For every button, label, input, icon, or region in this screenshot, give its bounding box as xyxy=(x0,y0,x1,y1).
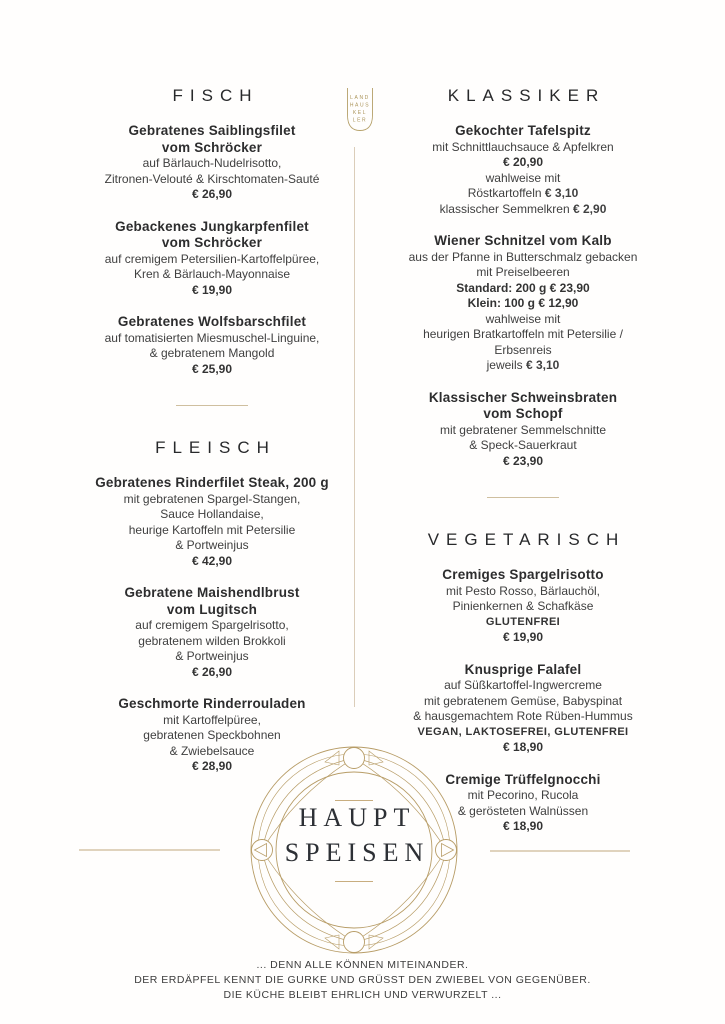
dish-desc-line: mit Pecorino, Rucola xyxy=(467,788,579,802)
footer-line: DIE KÜCHE BLEIBT EHRLICH UND VERWURZELT ... xyxy=(223,989,502,1001)
dish-price: € 19,90 xyxy=(502,630,544,644)
dish-price: € 23,90 xyxy=(502,453,544,468)
emblem-rule-bottom xyxy=(335,881,373,882)
dish-name-line: vom Schröcker xyxy=(161,139,263,155)
menu-item xyxy=(373,567,673,646)
emblem-word-speisen: SPEISEN xyxy=(284,838,430,867)
dish-name-line: Geschmorte Rinderrouladen xyxy=(118,696,306,711)
menu-item xyxy=(373,390,673,470)
dish-desc-line: Erbsenreis xyxy=(494,342,552,357)
dish-desc-line: mit gebratener Semmelschnitte xyxy=(439,422,607,437)
dish-price: € 42,90 xyxy=(191,553,233,568)
dietary-tag: VEGAN, LAKTOSEFREI, GLUTENFREI xyxy=(417,725,629,738)
dish-desc-line: auf Bärlauch-Nudelrisotto, xyxy=(142,156,282,170)
dish-price: € 26,90 xyxy=(191,664,233,679)
logo-text-line: LAND xyxy=(350,95,370,101)
dish-name-line: Gekochter Tafelspitz xyxy=(455,123,591,138)
dish-price: € 28,90 xyxy=(191,759,233,773)
dietary-tag: GLUTENFREI xyxy=(485,615,561,628)
menu-item xyxy=(373,233,673,374)
dish-price: € 20,90 xyxy=(502,155,544,169)
dish-price: € 25,90 xyxy=(191,361,233,376)
dish-option-line: klassischer Semmelkren € 2,90 xyxy=(439,201,607,216)
dish-desc-line: auf Süßkartoffel-Ingwercreme xyxy=(444,678,602,692)
section-title-vegetarisch: VEGETARISCH xyxy=(427,530,626,549)
option-price: € 3,10 xyxy=(544,186,579,200)
section-title-fleisch: FLEISCH xyxy=(155,438,276,457)
dish-desc-line: & hausgemachtem Rote Rüben-Hummus xyxy=(413,709,633,723)
dish-desc-line: & Zwiebelsauce xyxy=(169,743,255,758)
option-price: € 3,10 xyxy=(525,358,560,372)
section-divider-line xyxy=(487,497,559,498)
footer-quote xyxy=(0,958,725,1003)
column-left xyxy=(62,86,362,791)
dish-name-line: Gebratenes Wolfsbarschfilet xyxy=(117,314,307,329)
section-title-fisch: FISCH xyxy=(172,86,259,105)
dish-desc-line: mit Kartoffelpüree, xyxy=(163,712,261,727)
dish-desc-line: & Portweinjus xyxy=(175,649,249,663)
dish-desc-line: mit gebratenem Gemüse, Babyspinat xyxy=(423,693,623,708)
dish-name-line: Klassischer Schweinsbraten xyxy=(428,389,618,405)
dish-desc-line: & Portweinjus xyxy=(175,538,249,552)
dish-desc-line: mit Preiselbeeren xyxy=(476,265,570,279)
emblem-word-haupt: HAUPT xyxy=(298,803,416,832)
dish-name-line: vom Schopf xyxy=(483,406,563,421)
dish-name-line: Gebratene Maishendlbrust xyxy=(124,585,300,600)
dish-desc-line: wahlweise mit xyxy=(485,170,561,185)
dish-option-line: jeweils € 3,10 xyxy=(486,358,560,372)
section-divider-line xyxy=(176,405,248,406)
dish-price: € 18,90 xyxy=(502,819,544,833)
dish-desc-line: Sauce Hollandaise, xyxy=(160,507,264,521)
column-right xyxy=(373,86,673,851)
footer-line: ... DENN ALLE KÖNNEN MITEINANDER. xyxy=(256,959,469,971)
dish-desc-line: aus der Pfanne in Butterschmalz gebacken xyxy=(408,249,638,264)
dish-desc-line: Kren & Bärlauch-Mayonnaise xyxy=(133,267,291,281)
dish-desc-line: & gerösteten Walnüssen xyxy=(457,803,589,818)
logo-text-line: KEL xyxy=(352,110,368,116)
dish-desc-line: auf cremigem Spargelrisotto, xyxy=(135,618,289,632)
menu-item xyxy=(62,475,362,569)
dish-desc-line: mit Schnittlauchsauce & Apfelkren xyxy=(432,139,614,154)
dish-desc-line: auf cremigem Petersilien-Kartoffelpüree, xyxy=(104,251,320,266)
dish-name-line: Cremige Trüffelgnocchi xyxy=(445,771,601,787)
dish-desc-line: & gebratenem Mangold xyxy=(149,346,275,360)
emblem-title xyxy=(244,800,464,882)
dish-price: € 19,90 xyxy=(191,282,233,297)
dish-name-line: Gebackenes Jungkarpfenfilet xyxy=(115,218,309,234)
dish-desc-line: wahlweise mit xyxy=(485,311,561,326)
dish-desc-line: heurigen Bratkartoffeln mit Petersilie / xyxy=(423,327,623,341)
dish-name-line: Knusprige Falafel xyxy=(464,661,582,677)
dish-desc-line: heurige Kartoffeln mit Petersilie xyxy=(128,522,296,537)
dish-price: Standard: 200 g € 23,90 xyxy=(456,280,590,295)
menu-item xyxy=(62,219,362,299)
dish-name-line: vom Lugitsch xyxy=(166,601,258,617)
dish-name-line: Cremiges Spargelrisotto xyxy=(442,567,604,582)
bottom-rule-left xyxy=(79,849,220,851)
dish-desc-line: Zitronen-Velouté & Kirschtomaten-Sauté xyxy=(104,171,320,186)
dish-desc-line: gebratenen Speckbohnen xyxy=(143,728,281,742)
dish-desc-line: mit gebratenen Spargel-Stangen, xyxy=(123,491,301,506)
dish-desc-line: Pinienkernen & Schafkäse xyxy=(452,599,594,613)
footer-line: DER ERDÄPFEL KENNT DIE GURKE UND GRÜSST DEN ZWIEBEL VON GEGENÜBER. xyxy=(134,974,591,986)
dish-price: € 26,90 xyxy=(191,187,233,201)
menu-item xyxy=(62,314,362,377)
bottom-rule-right xyxy=(490,850,630,852)
dish-name-line: vom Schröcker xyxy=(161,235,263,250)
dish-option-line: Röstkartoffeln € 3,10 xyxy=(467,186,579,200)
menu-item xyxy=(62,123,362,203)
logo-text-line: LER xyxy=(352,117,368,124)
menu-item xyxy=(62,585,362,680)
dish-desc-line: gebratenem wilden Brokkoli xyxy=(138,633,286,648)
menu-item xyxy=(373,123,673,217)
dish-price: Klein: 100 g € 12,90 xyxy=(467,296,579,310)
dish-desc-line: & Speck-Sauerkraut xyxy=(469,438,577,452)
dish-desc-line: mit Pesto Rosso, Bärlauchöl, xyxy=(445,583,601,598)
dish-name-line: Gebratenes Rinderfilet Steak, 200 g xyxy=(95,475,329,490)
dish-name-line: Gebratenes Saiblingsfilet xyxy=(128,123,296,138)
logo-text-line: HAUS xyxy=(349,102,371,109)
option-price: € 2,90 xyxy=(573,201,607,216)
section-title-klassiker: KLASSIKER xyxy=(447,86,606,105)
dish-price: € 18,90 xyxy=(502,740,544,754)
dish-name-line: Wiener Schnitzel vom Kalb xyxy=(434,233,612,248)
dish-desc-line: auf tomatisierten Miesmuschel-Linguine, xyxy=(104,330,320,345)
